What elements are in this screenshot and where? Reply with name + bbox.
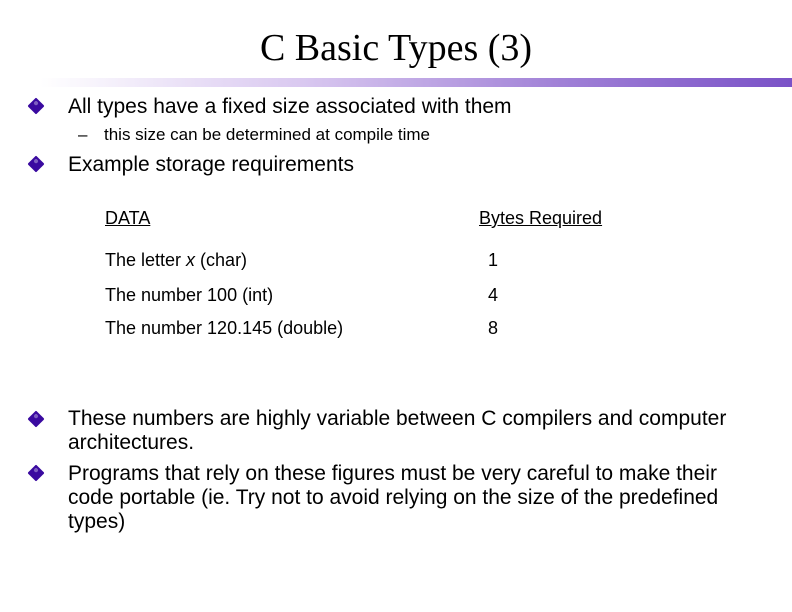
diamond-bullet-icon	[28, 465, 45, 482]
table-row-label: The number 100 (int)	[105, 285, 274, 305]
table-row-bytes: 4	[488, 285, 499, 305]
table-row-bytes: 8	[488, 318, 499, 338]
sub-bullet-compile-time: this size can be determined at compile time	[104, 125, 430, 144]
sub-bullet-dash: –	[78, 125, 88, 144]
diamond-bullet-icon	[28, 411, 45, 428]
bullet-fixed-size: All types have a fixed size associated with them	[68, 95, 512, 118]
diamond-bullet-icon	[28, 98, 45, 115]
row-text: (char)	[195, 250, 248, 270]
slide-title: C Basic Types (3)	[259, 27, 533, 69]
table-header-bytes: Bytes Required	[479, 208, 603, 228]
table-header-data: DATA	[105, 208, 151, 228]
table-row-label	[105, 249, 247, 271]
bullet-portable-code: Programs that rely on these figures must be very careful to make their code portable (ie. Try not to avoid relying on the size of the predefined types)	[68, 462, 719, 533]
table-row-bytes: 1	[488, 250, 499, 270]
diamond-bullet-icon	[28, 156, 45, 173]
table-row-label: The number 120.145 (double)	[105, 318, 344, 338]
row-variable: x	[186, 250, 196, 270]
bullet-variable-numbers: These numbers are highly variable between C compilers and computer architectures.	[68, 407, 727, 454]
row-text: The letter	[105, 250, 187, 270]
title-divider	[40, 78, 792, 87]
bullet-storage-requirements: Example storage requirements	[68, 153, 354, 176]
